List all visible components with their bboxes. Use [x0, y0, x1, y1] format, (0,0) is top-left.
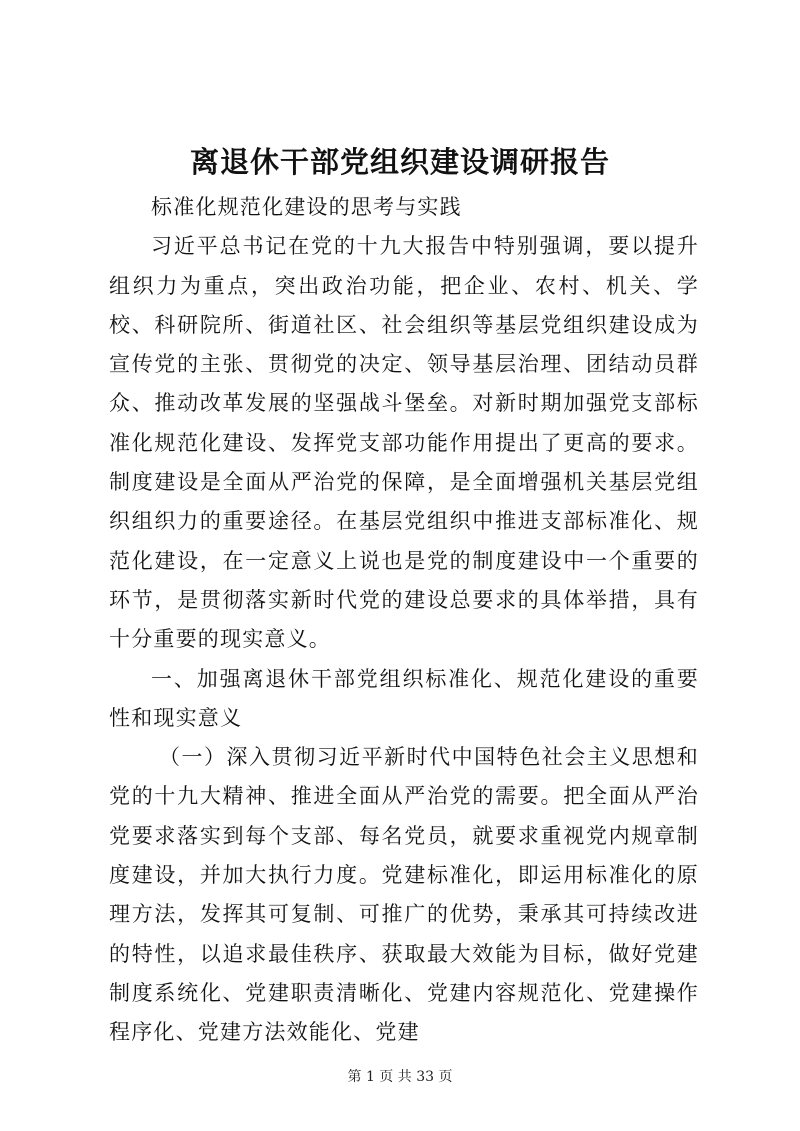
intro-paragraph: 习近平总书记在党的十九大报告中特别强调，要以提升组织力为重点，突出政治功能，把企业、农村、机关、学校、科研院所、街道社区、社会组织等基层党组织建设成为宣传党的主张、贯彻党的决定、领导基层治理、团结动员群众、推动改革发展的坚强战斗堡垒。对新时期加强党支部标准化规范化建设、发挥党支部功能作用提出了更高的要求。制度建设是全面从严治党的保障，是全面增强机关基层党组织组织力的重要途径。在基层党组织中推进支部标准化、规范化建设，在一定意义上说也是党的制度建设中一个重要的环节，是贯彻落实新时代党的建设总要求的具体举措，具有十分重要的现实意义。	[109, 234, 699, 652]
subsection-paragraph: （一）深入贯彻习近平新时代中国特色社会主义思想和党的十九大精神、推进全面从严治党的需要。把全面从严治党要求落实到每个支部、每名党员，就要求重视党内规章制度建设，并加大执行力度。党建标准化，即运用标准化的原理方法，发挥其可复制、可推广的优势，秉承其可持续改进的特性，以追求最佳秩序、获取最大效能为目标，做好党建制度系统化、党建职责清晰化、党建内容规范化、党建操作程序化、党建方法效能化、党建	[109, 745, 699, 1045]
section-heading: 一、加强离退休干部党组织标准化、规范化建设的重要性和现实意义	[109, 666, 699, 730]
document-body	[109, 188, 699, 1053]
document-title: 离退休干部党组织建设调研报告	[189, 145, 610, 179]
subtitle-paragraph: 标准化规范化建设的思考与实践	[151, 195, 462, 219]
page-footer: 第 1 页 共 33 页	[347, 1069, 453, 1085]
